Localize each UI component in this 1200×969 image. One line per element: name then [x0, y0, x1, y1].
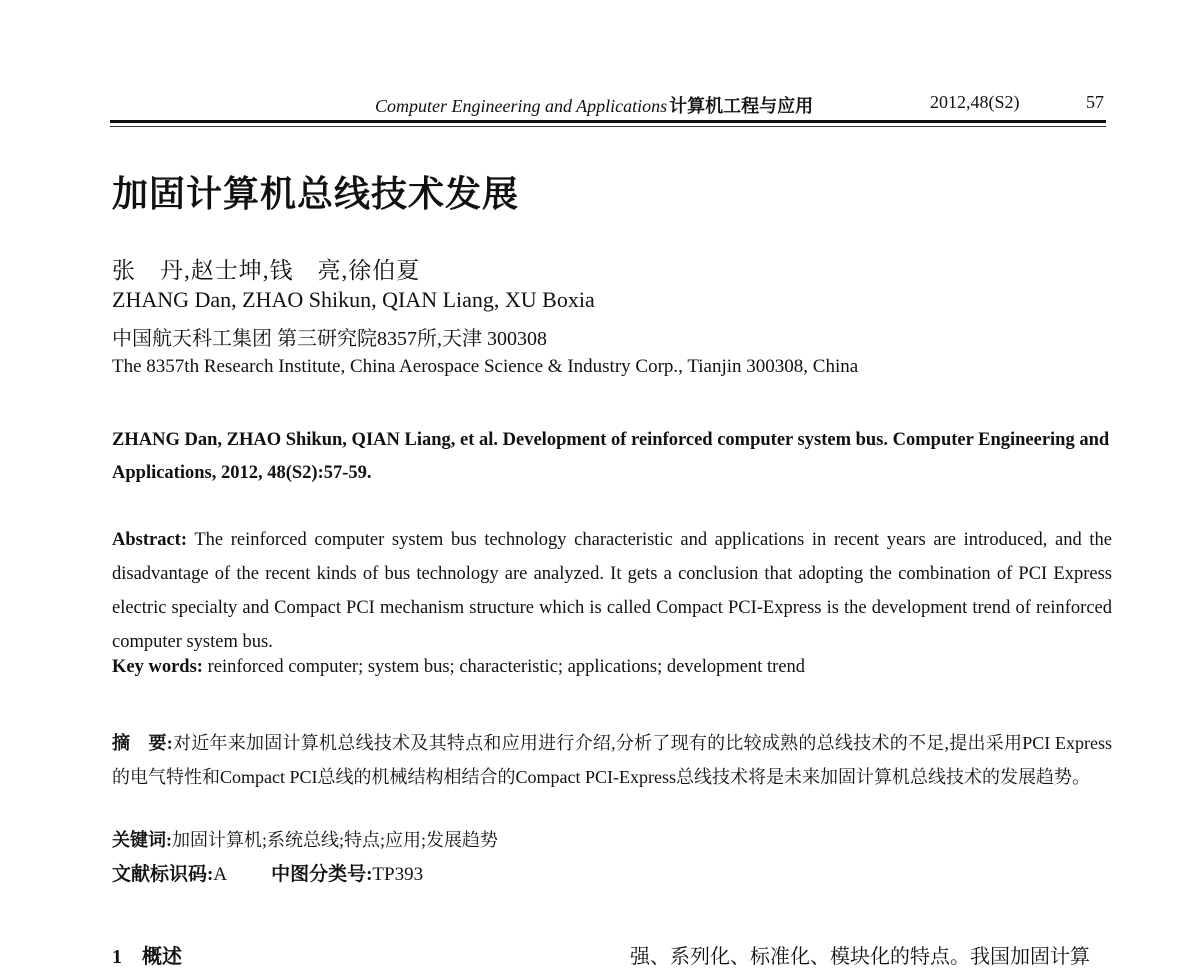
header-rule-thin	[110, 126, 1106, 127]
running-header	[0, 0, 1200, 130]
journal-title-en: Computer Engineering and Applications	[375, 96, 668, 116]
keywords-cn-label: 关键词:	[112, 830, 172, 850]
section-heading-cut: 1 概述	[112, 946, 182, 968]
keywords-label: Key words:	[112, 657, 203, 677]
affiliation-en: The 8357th Research Institute, China Aerospace Science & Industry Corp., Tianjin 300308, China	[112, 356, 859, 377]
journal-title	[375, 92, 813, 118]
citation: ZHANG Dan, ZHAO Shikun, QIAN Liang, et al. Development of reinforced computer system bus. Computer Engineering and Applications, 2012, 48(S2):57-59.	[112, 430, 1110, 483]
paper-title: 加固计算机总线技术发展	[112, 174, 520, 215]
keywords-text: reinforced computer; system bus; characteristic; applications; development trend	[207, 657, 806, 677]
body-text-cut: 强、系列化、标准化、模块化的特点。我国加固计算	[630, 946, 1090, 968]
abstract-cn-text: 对近年来加固计算机总线技术及其特点和应用进行介绍,分析了现有的比较成熟的总线技术的不足,提出采用PCI Express的电气特性和Compact PCI总线的机械结构相结合的Compact PCI-Express总线技术将是未来加固计算机总线技术的发展趋势。	[112, 733, 1112, 787]
journal-title-cn: 计算机工程与应用	[669, 96, 814, 116]
abstract-cn-label: 摘 要:	[112, 733, 173, 753]
class-number-label: 中图分类号:	[271, 864, 373, 885]
keywords-cn	[112, 826, 498, 852]
authors-cn: 张 丹,赵士坤,钱 亮,徐伯夏	[112, 258, 421, 283]
page-number: 57	[1086, 92, 1104, 112]
document-codes	[112, 859, 423, 886]
keywords-cn-text: 加固计算机;系统总线;特点;应用;发展趋势	[172, 830, 499, 850]
abstract-text: The reinforced computer system bus technology characteristic and applications in recent years are introduced, and the disadvantage of the recent kinds of bus technology are analyzed. It gets a conclusion that adopting the combination of PCI Express electric specialty and Compact PCI mechanism structure which is called Compact PCI-Express is the development trend of reinforced computer system bus.	[112, 530, 1112, 652]
header-rule-thick	[110, 120, 1106, 123]
class-number-value: TP393	[372, 864, 424, 885]
authors-en: ZHANG Dan, ZHAO Shikun, QIAN Liang, XU Boxia	[112, 287, 595, 312]
keywords-en	[112, 657, 805, 678]
abstract-cn	[112, 726, 1112, 794]
doc-code-label: 文献标识码:	[112, 864, 214, 885]
abstract-label: Abstract:	[112, 530, 188, 550]
issue-number: 2012,48(S2)	[930, 92, 1020, 112]
abstract-en	[112, 523, 1112, 659]
affiliation-cn: 中国航天科工集团 第三研究院8357所,天津 300308	[112, 328, 547, 350]
doc-code-value: A	[213, 864, 228, 885]
